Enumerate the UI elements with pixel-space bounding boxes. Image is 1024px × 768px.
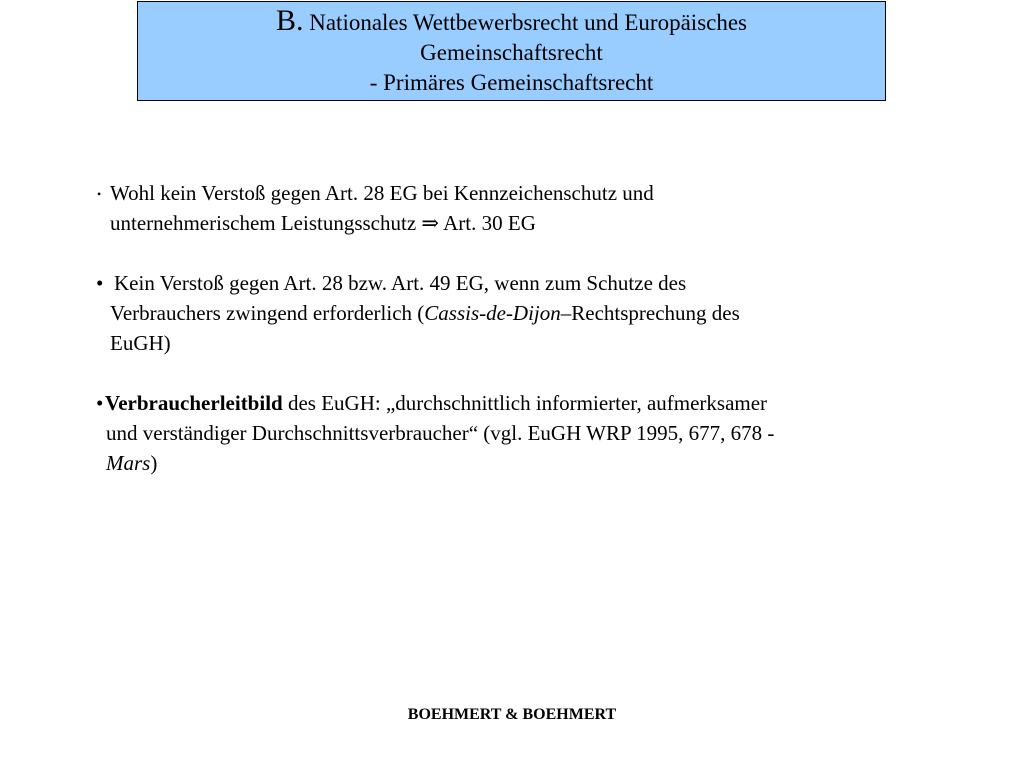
bullet-2-line-1: Kein Verstoß gegen Art. 28 bzw. Art. 49 EG, wenn zum Schutze des <box>114 271 687 295</box>
bullet-3-keyword: Verbraucherleitbild <box>105 391 283 415</box>
bullet-2-line-2-pre: Verbrauchers zwingend erforderlich ( <box>110 301 425 325</box>
bullet-list <box>96 178 976 508</box>
bullet-2-line-3: EuGH) <box>110 331 171 355</box>
title-line-1 <box>138 6 885 38</box>
bullet-2-line-2-post: –Rechtsprechung des <box>560 301 740 325</box>
bullet-marker: • <box>96 271 104 295</box>
bullet-1-line-2-text: unternehmerischem Leistungsschutz <box>110 211 417 235</box>
title-box <box>137 1 886 101</box>
bullet-1-line-2 <box>110 208 976 238</box>
bullet-1-line-2-tail: Art. 30 EG <box>443 211 536 235</box>
bullet-3-line-2: und verständiger Durchschnittsverbraucher“ (vgl. EuGH WRP 1995, 677, 678 - <box>106 421 775 445</box>
footer-firm-name: BOEHMERT & BOEHMERT <box>407 706 617 723</box>
title-section-letter: B. <box>275 4 304 37</box>
title-line-1-text: Nationales Wettbewerbsrecht und Europäisches <box>309 10 748 35</box>
bullet-3-line-3 <box>106 448 976 478</box>
implies-arrow-icon: ⇒ <box>421 211 440 235</box>
title-line-3: - Primäres Gemeinschaftsrecht <box>369 70 654 95</box>
bullet-item-2 <box>96 268 976 358</box>
bullet-marker: • <box>97 187 102 201</box>
bullet-3-case-name: Mars <box>106 451 151 475</box>
bullet-3-line-1-rest: des EuGH: „durchschnittlich informierter, aufmerksamer <box>282 391 768 415</box>
bullet-item-1 <box>96 178 976 238</box>
bullet-3-line-1 <box>105 388 976 418</box>
bullet-1-line-1: Wohl kein Verstoß gegen Art. 28 EG bei Kennzeichenschutz und <box>110 181 654 205</box>
bullet-marker: • <box>96 391 104 415</box>
bullet-3-line-3-post: ) <box>150 451 158 475</box>
title-line-2: Gemeinschaftsrecht <box>420 40 603 65</box>
bullet-2-line-2 <box>110 298 976 328</box>
bullet-item-3 <box>96 388 976 478</box>
bullet-2-case-name: Cassis-de-Dijon <box>424 301 561 325</box>
